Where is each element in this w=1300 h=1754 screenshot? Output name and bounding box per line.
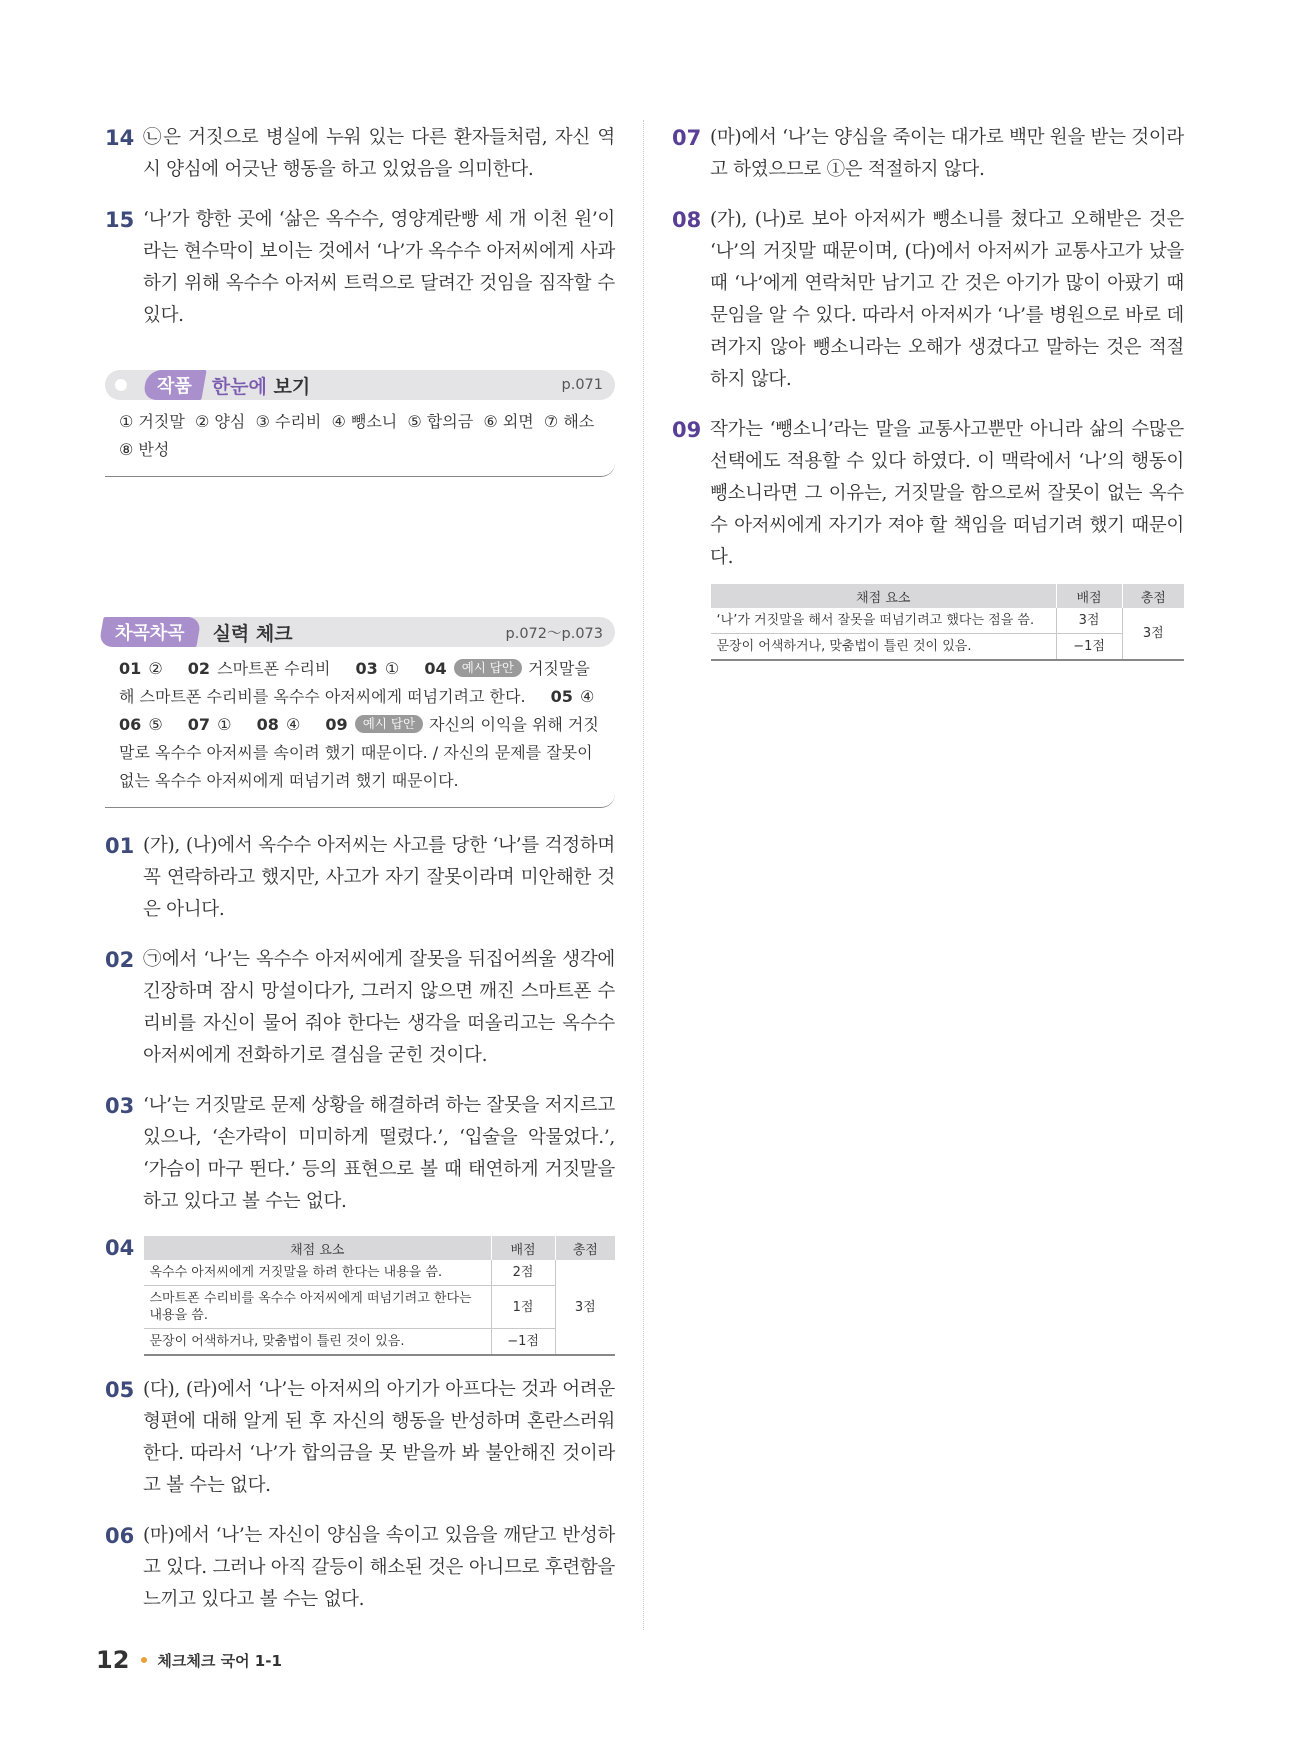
answer-num: 09 xyxy=(325,715,348,734)
answer-num: 04 xyxy=(424,659,447,678)
answer-value: ① xyxy=(384,659,400,678)
summary-box-header xyxy=(105,370,615,400)
summary-body xyxy=(105,400,615,464)
item-text: (마)에서 ‘나’는 양심을 죽이는 대가로 백만 원을 받는 것이라고 하였으므로 ①은 적절하지 않다. xyxy=(710,127,1184,180)
summary-line: ① 거짓말 ② 양심 ③ 수리비 ④ 뺑소니 ⑤ 합의금 ⑥ 외면 ⑦ 해소 xyxy=(119,412,595,431)
check-title: 실력 체크 xyxy=(212,622,293,645)
item-text: ‘나’가 향한 곳에 ‘삶은 옥수수, 영양계란빵 세 개 이천 원’이라는 현수막이 보이는 것에서 ‘나’가 옥수수 아저씨에게 사과하기 위해 옥수수 아저씨 트럭으로 달려간 것임을 짐작할 수 있다. xyxy=(143,209,615,326)
score-cell: 2점 xyxy=(491,1260,555,1286)
check-box-header xyxy=(105,617,615,647)
check-tag: 차곡차곡 xyxy=(98,617,201,647)
item-text: ‘나’는 거짓말로 문제 상황을 해결하려 하는 잘못을 저지르고 있으나, ‘손가락이 미미하게 떨렸다.’, ‘입술을 악물었다.’, ‘가슴이 마구 뛴다.’ 등의 표현으로 볼 때 태연하게 거짓말을 하고 있다고 볼 수는 없다. xyxy=(143,1095,615,1212)
answer-num: 01 xyxy=(119,659,142,678)
bullet-dot-icon xyxy=(115,379,127,391)
header-total: 총점 xyxy=(1122,584,1184,608)
header-score: 배점 xyxy=(491,1236,555,1260)
column-divider xyxy=(643,120,644,1630)
item-number: 02 xyxy=(105,948,135,972)
header-total: 총점 xyxy=(555,1236,615,1260)
answer-03 xyxy=(105,1090,615,1218)
answer-06 xyxy=(105,1520,615,1616)
summary-title: 한눈에 보기 xyxy=(211,375,311,398)
answer-value: 거짓말을 해 스마트폰 수리비를 옥수수 아저씨에게 떠넘기려고 한다. xyxy=(119,659,590,706)
answer-value: ④ xyxy=(285,715,301,734)
item-number: 09 xyxy=(672,418,702,442)
item-text: (마)에서 ‘나’는 자신이 양심을 속이고 있음을 깨닫고 반성하고 있다. 그러나 아직 갈등이 해소된 것은 아니므로 후련함을 느끼고 있다고 볼 수는 없다. xyxy=(143,1525,615,1610)
criterion-cell: 스마트폰 수리비를 옥수수 아저씨에게 떠넘기려고 한다는 내용을 씀. xyxy=(144,1286,492,1329)
score-cell: −1점 xyxy=(491,1329,555,1356)
header-element: 채점 요소 xyxy=(144,1236,492,1260)
score-cell: 3점 xyxy=(1056,608,1122,634)
item-number: 08 xyxy=(672,208,702,232)
book-title: 체크체크 국어 1-1 xyxy=(157,1651,282,1670)
footer-dot-icon xyxy=(141,1657,147,1663)
answer-value: ① xyxy=(217,715,232,734)
header-element: 채점 요소 xyxy=(711,584,1057,608)
answer-04 xyxy=(105,1236,615,1356)
item-text: (다), (라)에서 ‘나’는 아저씨의 아기가 아프다는 것과 어려운 형편에 대해 알게 된 후 자신의 행동을 반성하며 혼란스러워한다. 따라서 ‘나’가 합의금을 못 받을까 봐 불안해진 것이라고 볼 수는 없다. xyxy=(143,1379,615,1496)
example-answer-pill: 예시 답안 xyxy=(355,715,423,733)
summary-page-ref: p.071 xyxy=(561,377,603,393)
check-page-ref: p.072～p.073 xyxy=(505,625,603,642)
answer-num: 07 xyxy=(187,715,211,734)
item-text: (가), (나)로 보아 아저씨가 뺑소니를 쳤다고 오해받은 것은 ‘나’의 거짓말 때문이며, (다)에서 아저씨가 교통사고가 났을 때 ‘나’에게 연락처만 남기고 간 것은 아기가 많이 아팠기 때문임을 알 수 있다. 따라서 아저씨가 ‘나’를 병원으로 바로 데려가지 않아 뺑소니라는 오해가 생겼다고 말하는 것은 적절하지 않다. xyxy=(710,209,1184,390)
answer-num: 06 xyxy=(119,715,142,734)
answer-01 xyxy=(105,830,615,926)
score-cell: 1점 xyxy=(491,1286,555,1329)
item-text: 작가는 ‘뺑소니’라는 말을 교통사고뿐만 아니라 삶의 수많은 선택에도 적용할 수 있다 하였다. 이 맥락에서 ‘나’의 행동이 뺑소니라면 그 이유는, 거짓말을 함으로써 잘못이 없는 옥수수 아저씨에게 자기가 져야 할 책임을 떠넘기려 했기 때문이다. xyxy=(710,419,1184,568)
answer-05 xyxy=(105,1374,615,1502)
answer-value: ② xyxy=(148,659,163,678)
criterion-cell: 옥수수 아저씨에게 거짓말을 하려 한다는 내용을 씀. xyxy=(144,1260,492,1286)
total-cell: 3점 xyxy=(1122,608,1184,660)
answer-key xyxy=(105,647,615,795)
answer-value: ⑤ xyxy=(148,715,163,734)
answer-09 xyxy=(672,414,1184,574)
item-text: (가), (나)에서 옥수수 아저씨는 사고를 당한 ‘나’를 걱정하며 꼭 연락하라고 했지만, 사고가 자기 잘못이라며 미안해한 것은 아니다. xyxy=(143,835,615,920)
answer-num: 08 xyxy=(256,715,279,734)
item-number: 04 xyxy=(105,1236,135,1260)
item-number: 06 xyxy=(105,1524,135,1548)
summary-line: ⑧ 반성 xyxy=(119,440,170,459)
total-cell: 3점 xyxy=(555,1260,615,1355)
summary-tag: 작품 xyxy=(142,370,206,400)
skill-check-box xyxy=(105,617,615,808)
answer-14 xyxy=(105,122,615,186)
criterion-cell: 문장이 어색하거나, 맞춤법이 틀린 것이 있음. xyxy=(144,1329,492,1356)
answer-value: 스마트폰 수리비 xyxy=(217,659,331,678)
item-text: ㉡은 거짓으로 병실에 누워 있는 다른 환자들처럼, 자신 역시 양심에 어긋난 행동을 하고 있었음을 의미한다. xyxy=(143,127,615,180)
answer-08 xyxy=(672,204,1184,396)
answer-02 xyxy=(105,944,615,1072)
table-09-wrap xyxy=(672,584,1184,661)
scoring-table-04 xyxy=(143,1236,615,1356)
page-footer xyxy=(96,1646,282,1674)
answer-num: 02 xyxy=(187,659,211,678)
criterion-cell: 문장이 어색하거나, 맞춤법이 틀린 것이 있음. xyxy=(711,634,1057,661)
item-number: 05 xyxy=(105,1378,135,1402)
answer-15 xyxy=(105,204,615,332)
page-number: 12 xyxy=(96,1646,130,1674)
answer-num: 03 xyxy=(355,659,378,678)
scoring-table-09 xyxy=(710,584,1184,661)
answer-num: 05 xyxy=(550,687,573,706)
answer-value: ④ xyxy=(580,687,595,706)
item-number: 07 xyxy=(672,126,702,150)
header-score: 배점 xyxy=(1056,584,1122,608)
example-answer-pill: 예시 답안 xyxy=(454,659,522,677)
work-summary-box xyxy=(105,370,615,477)
item-number: 14 xyxy=(105,126,135,150)
item-text: ㉠에서 ‘나’는 옥수수 아저씨에게 잘못을 뒤집어씌울 생각에 긴장하며 잠시 망설이다가, 그러지 않으면 깨진 스마트폰 수리비를 자신이 물어 줘야 한다는 생각을 떠올리고는 옥수수 아저씨에게 전화하기로 결심을 굳힌 것이다. xyxy=(143,949,615,1066)
item-number: 03 xyxy=(105,1094,135,1118)
criterion-cell: ‘나’가 거짓말을 해서 잘못을 떠넘기려고 했다는 점을 씀. xyxy=(711,608,1057,634)
right-column xyxy=(672,122,1184,661)
item-number: 15 xyxy=(105,208,135,232)
score-cell: −1점 xyxy=(1056,634,1122,661)
answer-07 xyxy=(672,122,1184,186)
answer-value: 자신의 이익을 위해 거짓말로 옥수수 아저씨를 속이려 했기 때문이다. / 자신의 문제를 잘못이 없는 옥수수 아저씨에게 떠넘기려 했기 때문이다. xyxy=(119,715,599,790)
left-column xyxy=(105,122,615,1634)
item-number: 01 xyxy=(105,834,135,858)
